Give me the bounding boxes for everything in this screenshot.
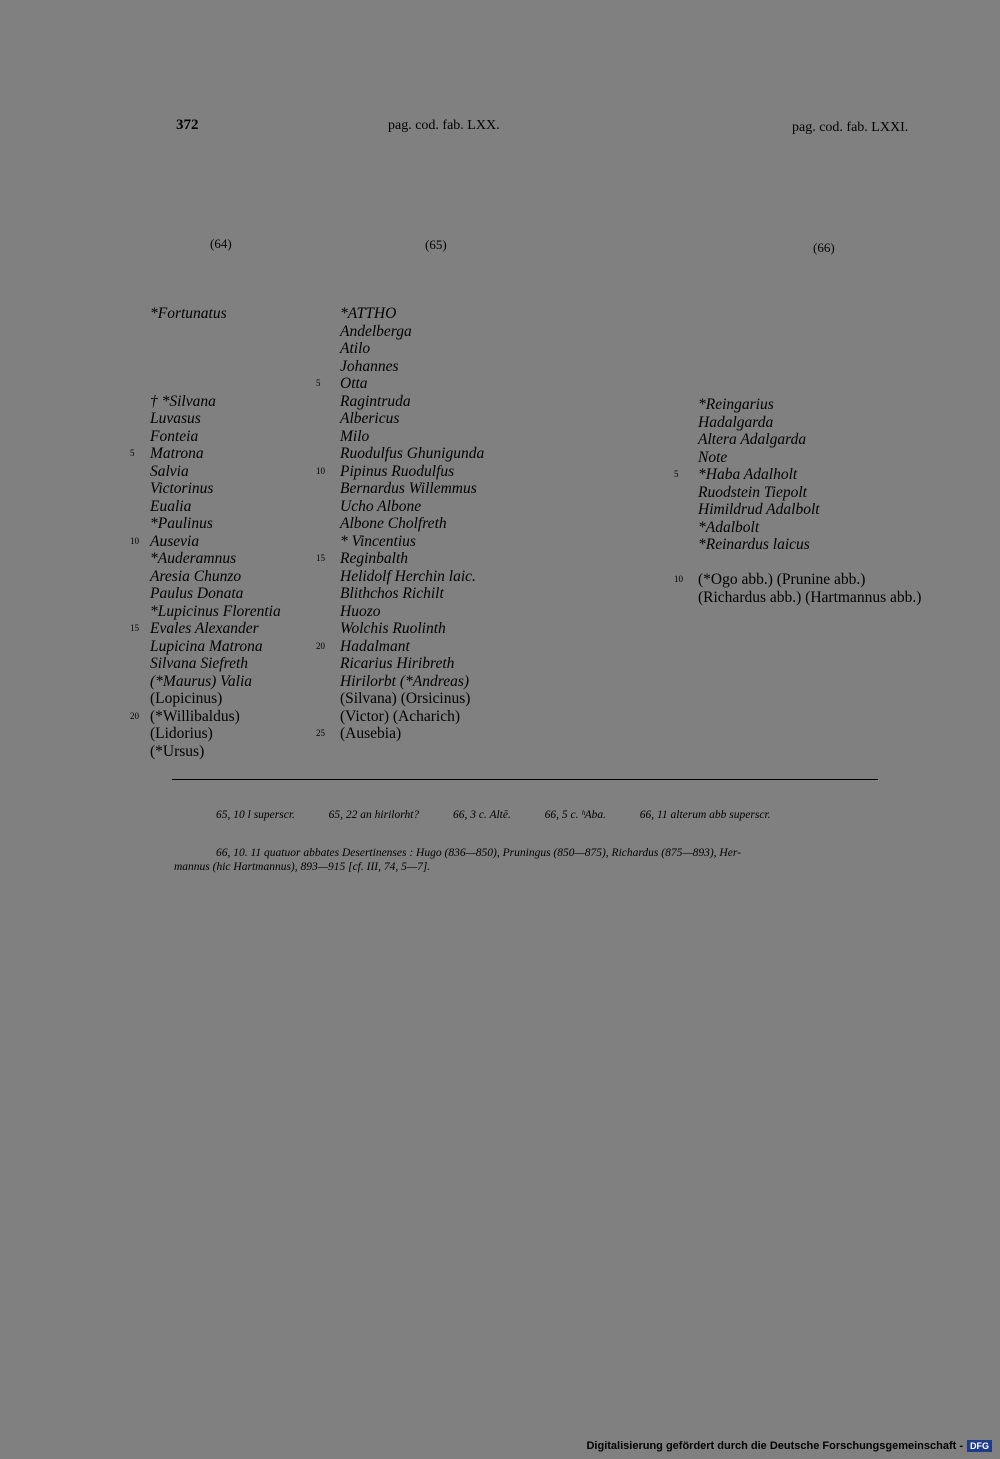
- line-number: 5: [316, 378, 321, 388]
- footnote-65-10: 65, 10 l superscr.: [216, 809, 295, 821]
- entry-text: Evales Alexander: [150, 620, 259, 637]
- entry-text: Aresia Chunzo: [150, 567, 242, 585]
- list-item: [130, 707, 281, 726]
- list-item: [316, 725, 484, 743]
- entry-text: *ATTHO: [340, 305, 397, 322]
- entry-text: Hadalgarda: [698, 413, 774, 431]
- footnote-separator: [172, 779, 878, 780]
- entry-text: Silvana Siefreth: [150, 655, 249, 672]
- list-item: [150, 375, 281, 393]
- entry-text: (*Ursus): [150, 742, 205, 760]
- entry-text: Fonteia: [150, 427, 199, 445]
- list-item: [340, 515, 484, 533]
- entry-text: Ucho Albone: [340, 497, 422, 515]
- entry-text: Salvia: [150, 462, 189, 480]
- footnote-66-11: 66, 11 alterum abb superscr.: [639, 809, 771, 821]
- column-66: [674, 396, 922, 606]
- line-number: 5: [674, 469, 679, 479]
- column-number-65: (65): [425, 237, 447, 252]
- entry-text: Himildrud Adalbolt: [698, 501, 820, 518]
- line-number: 10: [674, 574, 683, 584]
- footnote-66-3: 66, 3 c. Altē.: [452, 809, 511, 821]
- entry-text: Otta: [340, 375, 368, 392]
- list-item: [150, 480, 281, 498]
- list-item: [340, 690, 484, 708]
- list-item: [150, 515, 281, 533]
- line-number: 10: [130, 535, 139, 546]
- line-number: 25: [316, 728, 325, 738]
- list-item: [316, 462, 484, 481]
- entry-text: Paulus Donata: [150, 585, 244, 602]
- page-number: 372: [176, 117, 199, 133]
- list-item: [698, 554, 921, 572]
- list-item: [340, 655, 484, 673]
- list-item: [150, 428, 281, 446]
- list-item: [150, 393, 281, 411]
- entry-text: Hirilorbt (*Andreas): [340, 672, 470, 690]
- entry-text: Albone Cholfreth: [340, 515, 447, 532]
- footer-text: Digitalisierung gefördert durch die Deutsche Forschungsgemeinschaft -: [586, 1440, 963, 1452]
- footnote-line-3: mannus (hic Hartmannus), 893—915 [cf. III, 74, 5—7].: [174, 861, 431, 873]
- running-title-right: pag. cod. fab. LXXI.: [792, 120, 909, 135]
- entry-text: *Haba Adalholt: [698, 466, 798, 483]
- entry-text: Matrona: [150, 445, 204, 462]
- list-item: [340, 498, 484, 516]
- list-item: [150, 673, 281, 691]
- line-number: 20: [316, 640, 325, 651]
- entry-text: Altera Adalgarda: [698, 431, 807, 448]
- list-item: [316, 550, 484, 568]
- line-number: 5: [130, 448, 135, 458]
- list-item: [150, 725, 281, 743]
- entry-text: Johannes: [340, 357, 399, 375]
- entry-text: *Fortunatus: [150, 305, 227, 322]
- entry-text: Wolchis Ruolinth: [340, 620, 446, 637]
- entry-text: Hadalmant: [340, 637, 410, 655]
- column-64: [130, 305, 281, 760]
- column-number-66: (66): [813, 240, 835, 255]
- entry-text: Reginbalth: [340, 550, 409, 567]
- entry-text: *Reingarius: [698, 396, 774, 413]
- list-item: [150, 463, 281, 481]
- entry-text: Andelberga: [340, 322, 412, 340]
- entry-text: Eualia: [150, 497, 192, 515]
- entry-text: Bernardus Willemmus: [340, 480, 477, 497]
- list-item: [698, 431, 921, 449]
- entry-text: *Adalbolt: [698, 518, 760, 536]
- list-item: [150, 410, 281, 428]
- entry-text: Blithchos Richilt: [340, 585, 444, 602]
- list-item: [130, 620, 281, 638]
- list-item: [340, 358, 484, 376]
- list-item: [340, 585, 484, 603]
- entry-text: (Victor) (Acharich): [340, 707, 460, 725]
- list-item: [150, 603, 281, 621]
- entry-text: Luvasus: [150, 410, 201, 427]
- footnote-line-1: [216, 808, 771, 822]
- list-item: [698, 396, 921, 414]
- list-item: [340, 603, 484, 621]
- line-number: 10: [316, 465, 325, 476]
- entry-text: Victorinus: [150, 480, 214, 497]
- entry-text: (Silvana) (Orsicinus): [340, 690, 471, 707]
- running-title-left: pag. cod. fab. LXX.: [388, 118, 500, 133]
- list-item: [340, 305, 484, 323]
- entry-text: (Richardus abb.) (Hartmannus abb.): [698, 588, 922, 606]
- list-item: [150, 690, 281, 708]
- list-item: [150, 550, 281, 568]
- entry-text: Atilo: [340, 340, 371, 357]
- list-item: [340, 620, 484, 638]
- entry-text: Note: [698, 448, 728, 466]
- entry-text: * Vincentius: [340, 532, 416, 550]
- footnote-line-2: 66, 10. 11 quatuor abbates Desertinenses : Hugo (836—850), Pruningus (850—875), Richardus (875—893), Her-: [216, 847, 741, 859]
- list-item: [150, 358, 281, 376]
- entry-text: † *Silvana: [150, 392, 216, 410]
- entry-text: Pipinus Ruodulfus: [340, 462, 455, 480]
- list-item: [340, 340, 484, 358]
- list-item: [130, 532, 281, 551]
- list-item: [340, 708, 484, 726]
- list-item: [340, 480, 484, 498]
- list-item: [698, 484, 921, 502]
- list-item: [150, 340, 281, 358]
- list-item: [150, 305, 281, 323]
- line-number: 15: [130, 623, 139, 633]
- entry-text: (Lidorius): [150, 725, 213, 742]
- entry-text: (Ausebia): [340, 725, 402, 742]
- entry-text: (*Maurus) Valia: [150, 672, 253, 690]
- column-65: [316, 305, 485, 743]
- entry-text: Milo: [340, 427, 370, 445]
- footnote-65-22: 65, 22 an hirilorht?: [328, 809, 420, 821]
- list-item: [698, 589, 921, 607]
- list-item: [150, 655, 281, 673]
- entry-text: *Lupicinus Florentia: [150, 602, 281, 620]
- list-item: [150, 323, 281, 341]
- entry-text: Ruodstein Tiepolt: [698, 483, 807, 501]
- list-item: [698, 449, 921, 467]
- entry-text: Ragintruda: [340, 392, 411, 410]
- list-item: [316, 375, 484, 393]
- list-item: [340, 445, 484, 463]
- list-item: [150, 585, 281, 603]
- entry-text: Ricarius Hiribreth: [340, 655, 455, 672]
- list-item: [340, 533, 484, 551]
- list-item: [316, 637, 484, 656]
- entry-text: Albericus: [340, 410, 400, 427]
- line-number: 20: [130, 710, 139, 721]
- entry-text: (Lopicinus): [150, 690, 223, 707]
- list-item: [674, 571, 921, 589]
- list-item: [340, 568, 484, 586]
- line-number: 15: [316, 553, 325, 563]
- list-item: [150, 568, 281, 586]
- column-number-64: (64): [210, 236, 232, 251]
- list-item: [130, 445, 281, 463]
- entry-text: Lupicina Matrona: [150, 637, 263, 655]
- list-item: [340, 673, 484, 691]
- list-item: [698, 501, 921, 519]
- footnote-66-5: 66, 5 c. ʰAba.: [544, 809, 607, 821]
- entry-text: Helidolf Herchin laic.: [340, 567, 476, 585]
- footer-credit: [586, 1440, 992, 1452]
- list-item: [150, 638, 281, 656]
- entry-text: *Reinardus laicus: [698, 536, 810, 553]
- entry-text: *Paulinus: [150, 515, 213, 532]
- list-item: [698, 536, 921, 554]
- list-item: [674, 466, 921, 484]
- list-item: [150, 498, 281, 516]
- entry-text: Ruodulfus Ghunigunda: [340, 445, 485, 462]
- entry-text: (*Willibaldus): [150, 707, 240, 725]
- entry-text: Huozo: [340, 602, 381, 620]
- list-item: [340, 428, 484, 446]
- list-item: [340, 410, 484, 428]
- dfg-logo: DFG: [967, 1440, 992, 1452]
- list-item: [698, 519, 921, 537]
- entry-text: Ausevia: [150, 532, 200, 550]
- list-item: [698, 414, 921, 432]
- list-item: [340, 323, 484, 341]
- list-item: [340, 393, 484, 411]
- entry-text: (*Ogo abb.) (Prunine abb.): [698, 571, 866, 588]
- entry-text: *Auderamnus: [150, 550, 237, 567]
- list-item: [150, 743, 281, 761]
